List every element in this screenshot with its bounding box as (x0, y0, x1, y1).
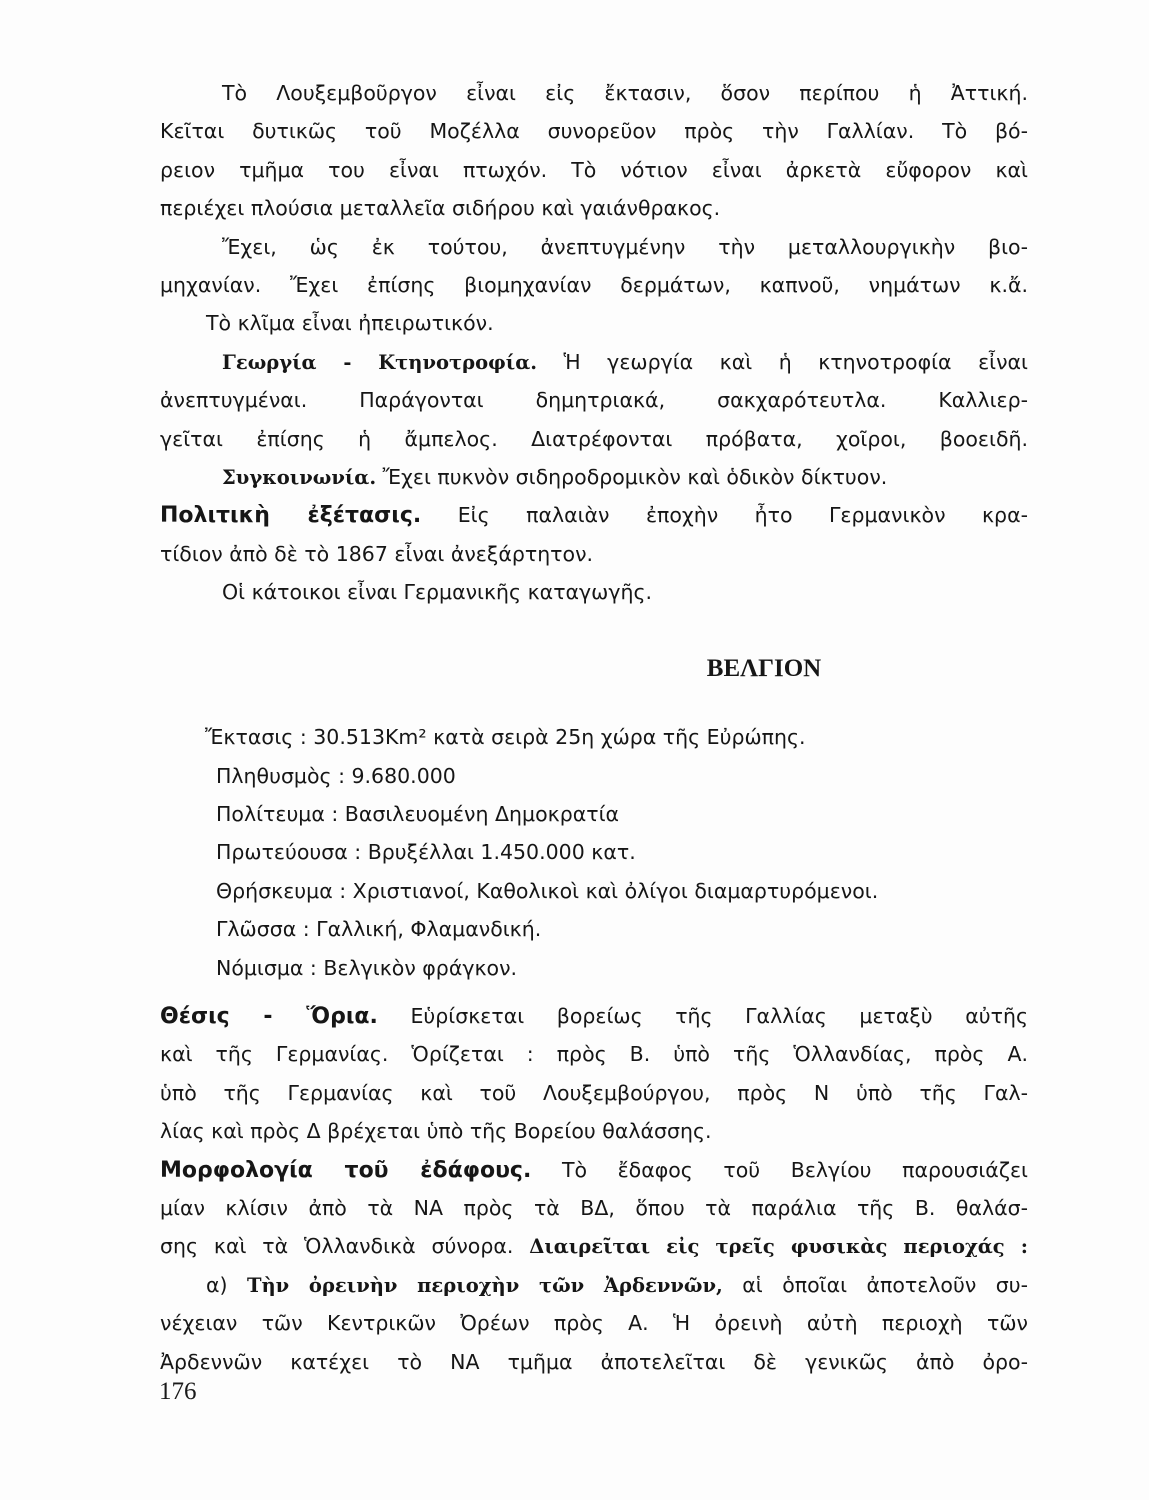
text-line: γεῖται ἐπίσης ἡ ἄμπελος. Διατρέφονται πρόβατα, χοῖροι, βοοειδῆ. (160, 426, 1028, 451)
text-line: ρειον τμῆμα του εἶναι πτωχόν. Τὸ νότιον εἶναι ἀρκετὰ εὔφορον καὶ (160, 157, 1028, 182)
politics-text: Εἰς παλαιὰν ἐποχὴν ἦτο Γερμανικὸν κρα- (457, 503, 1028, 528)
blank-line (160, 688, 1028, 718)
section-title-belgium: ΒΕΛΓΙΟΝ (706, 654, 822, 682)
text-line: μίαν κλίσιν ἀπὸ τὰ ΝΑ πρὸς τὰ ΒΔ, ὅπου τὰ παράλια τῆς Β. θαλάσ- (160, 1195, 1028, 1220)
belgium-language: Γλῶσσα : Γαλλική, Φλαμανδική. (216, 917, 542, 942)
agriculture-heading: Γεωργία - Κτηνοτροφία. (222, 350, 537, 374)
agriculture-paragraph (160, 343, 1028, 381)
communication-heading: Συγκοινωνία. (222, 465, 377, 489)
text-line: Οἱ κάτοικοι εἶναι Γερμανικῆς καταγωγῆς. (222, 580, 653, 605)
communication-paragraph (160, 458, 1028, 496)
text-line: καὶ τῆς Γερμανίας. Ὁρίζεται : πρὸς Β. ὑπὸ τῆς Ὁλλανδίας, πρὸς Α. (160, 1042, 1028, 1067)
belgium-religion: Θρήσκευμα : Χριστιανοί, Καθολικοὶ καὶ ὀλίγοι διαμαρτυρόμενοι. (216, 878, 879, 903)
text-line (160, 1266, 1028, 1304)
page-text (160, 74, 1028, 1381)
text-line: τίδιον ἀπὸ δὲ τὸ 1867 εἶναι ἀνεξάρτητον. (160, 541, 594, 566)
text-line: Κεῖται δυτικῶς τοῦ Μοζέλλα συνορεῦον πρὸς τὴν Γαλλίαν. Τὸ βό- (160, 119, 1028, 144)
politics-heading: Πολιτικὴ ἐξέτασις. (160, 503, 422, 529)
list-marker: α) (206, 1272, 228, 1297)
blank-line (160, 611, 1028, 649)
page-number: 176 (159, 1378, 197, 1405)
morphology-text: σης καὶ τὰ Ὁλλανδικὰ σύνορα. (160, 1234, 514, 1259)
text-line: λίας καὶ πρὸς Δ βρέχεται ὑπὸ τῆς Βορείου θαλάσσης. (160, 1119, 712, 1144)
borders-heading: Θέσις - Ὅρια. (160, 1003, 378, 1029)
belgium-government: Πολίτευμα : Βασιλευομένη Δημοκρατία (216, 802, 620, 827)
borders-text: Εὑρίσκεται βορείως τῆς Γαλλίας μεταξὺ αὐτῆς (410, 1003, 1028, 1028)
ardennes-heading: Τὴν ὀρεινὴν περιοχὴν τῶν Ἀρδεννῶν, (246, 1273, 723, 1297)
morphology-heading: Μορφολογία τοῦ ἐδάφους. (160, 1157, 532, 1183)
politics-paragraph (160, 496, 1028, 534)
text-line (160, 1227, 1028, 1265)
belgium-capital: Πρωτεύουσα : Βρυξέλλαι 1.450.000 κατ. (216, 840, 636, 865)
text-line: Τὸ κλῖμα εἶναι ἠπειρωτικόν. (206, 311, 494, 336)
text-line: μηχανίαν. Ἔχει ἐπίσης βιομηχανίαν δερμάτων, καπνοῦ, νημάτων κ.ἄ. (160, 272, 1028, 297)
belgium-population: Πληθυσμὸς : 9.680.000 (216, 763, 456, 788)
text-line: νέχειαν τῶν Κεντρικῶν Ὀρέων πρὸς Α. Ἡ ὀρεινὴ αὐτὴ περιοχὴ τῶν (160, 1311, 1028, 1336)
communication-text: Ἔχει πυκνὸν σιδηροδρομικὸν καὶ ὁδικὸν δίκτυον. (382, 464, 888, 489)
belgium-area: Ἔκτασις : 30.513Km² κατὰ σειρὰ 25η χώρα τῆς Εὐρώπης. (205, 725, 806, 750)
belgium-currency: Νόμισμα : Βελγικὸν φράγκον. (216, 955, 518, 980)
morphology-paragraph (160, 1151, 1028, 1189)
morphology-text: Τὸ ἔδαφος τοῦ Βελγίου παρουσιάζει (561, 1157, 1028, 1182)
text-line: Τὸ Λουξεμβοῦργον εἶναι εἰς ἔκτασιν, ὅσον περίπου ἡ Ἀττική. (222, 81, 1028, 105)
agriculture-text: Ἡ γεωργία καὶ ἡ κτηνοτροφία εἶναι (563, 349, 1028, 374)
text-line: περιέχει πλούσια μεταλλεῖα σιδήρου καὶ γαιάνθρακος. (160, 196, 721, 221)
text-line: Ἔχει, ὡς ἐκ τούτου, ἀνεπτυγμένην τὴν μεταλλουργικὴν βιο- (222, 234, 1028, 259)
text-line: ὑπὸ τῆς Γερμανίας καὶ τοῦ Λουξεμβούργου, πρὸς Ν ὑπὸ τῆς Γαλ- (160, 1080, 1028, 1105)
borders-paragraph (160, 997, 1028, 1035)
blank-line (160, 987, 1028, 997)
text-line: ἀνεπτυγμέναι. Παράγονται δημητριακά, σακχαρότευτλα. Καλλιερ- (160, 388, 1028, 413)
regions-heading: Διαιρεῖται εἰς τρεῖς φυσικὰς περιοχάς : (529, 1235, 1028, 1259)
ardennes-text: αἱ ὁποῖαι ἀποτελοῦν συ- (742, 1272, 1028, 1297)
text-line: Ἀρδεννῶν κατέχει τὸ ΝΑ τμῆμα ἀποτελεῖται δὲ γενικῶς ἀπὸ ὀρο- (160, 1349, 1028, 1374)
